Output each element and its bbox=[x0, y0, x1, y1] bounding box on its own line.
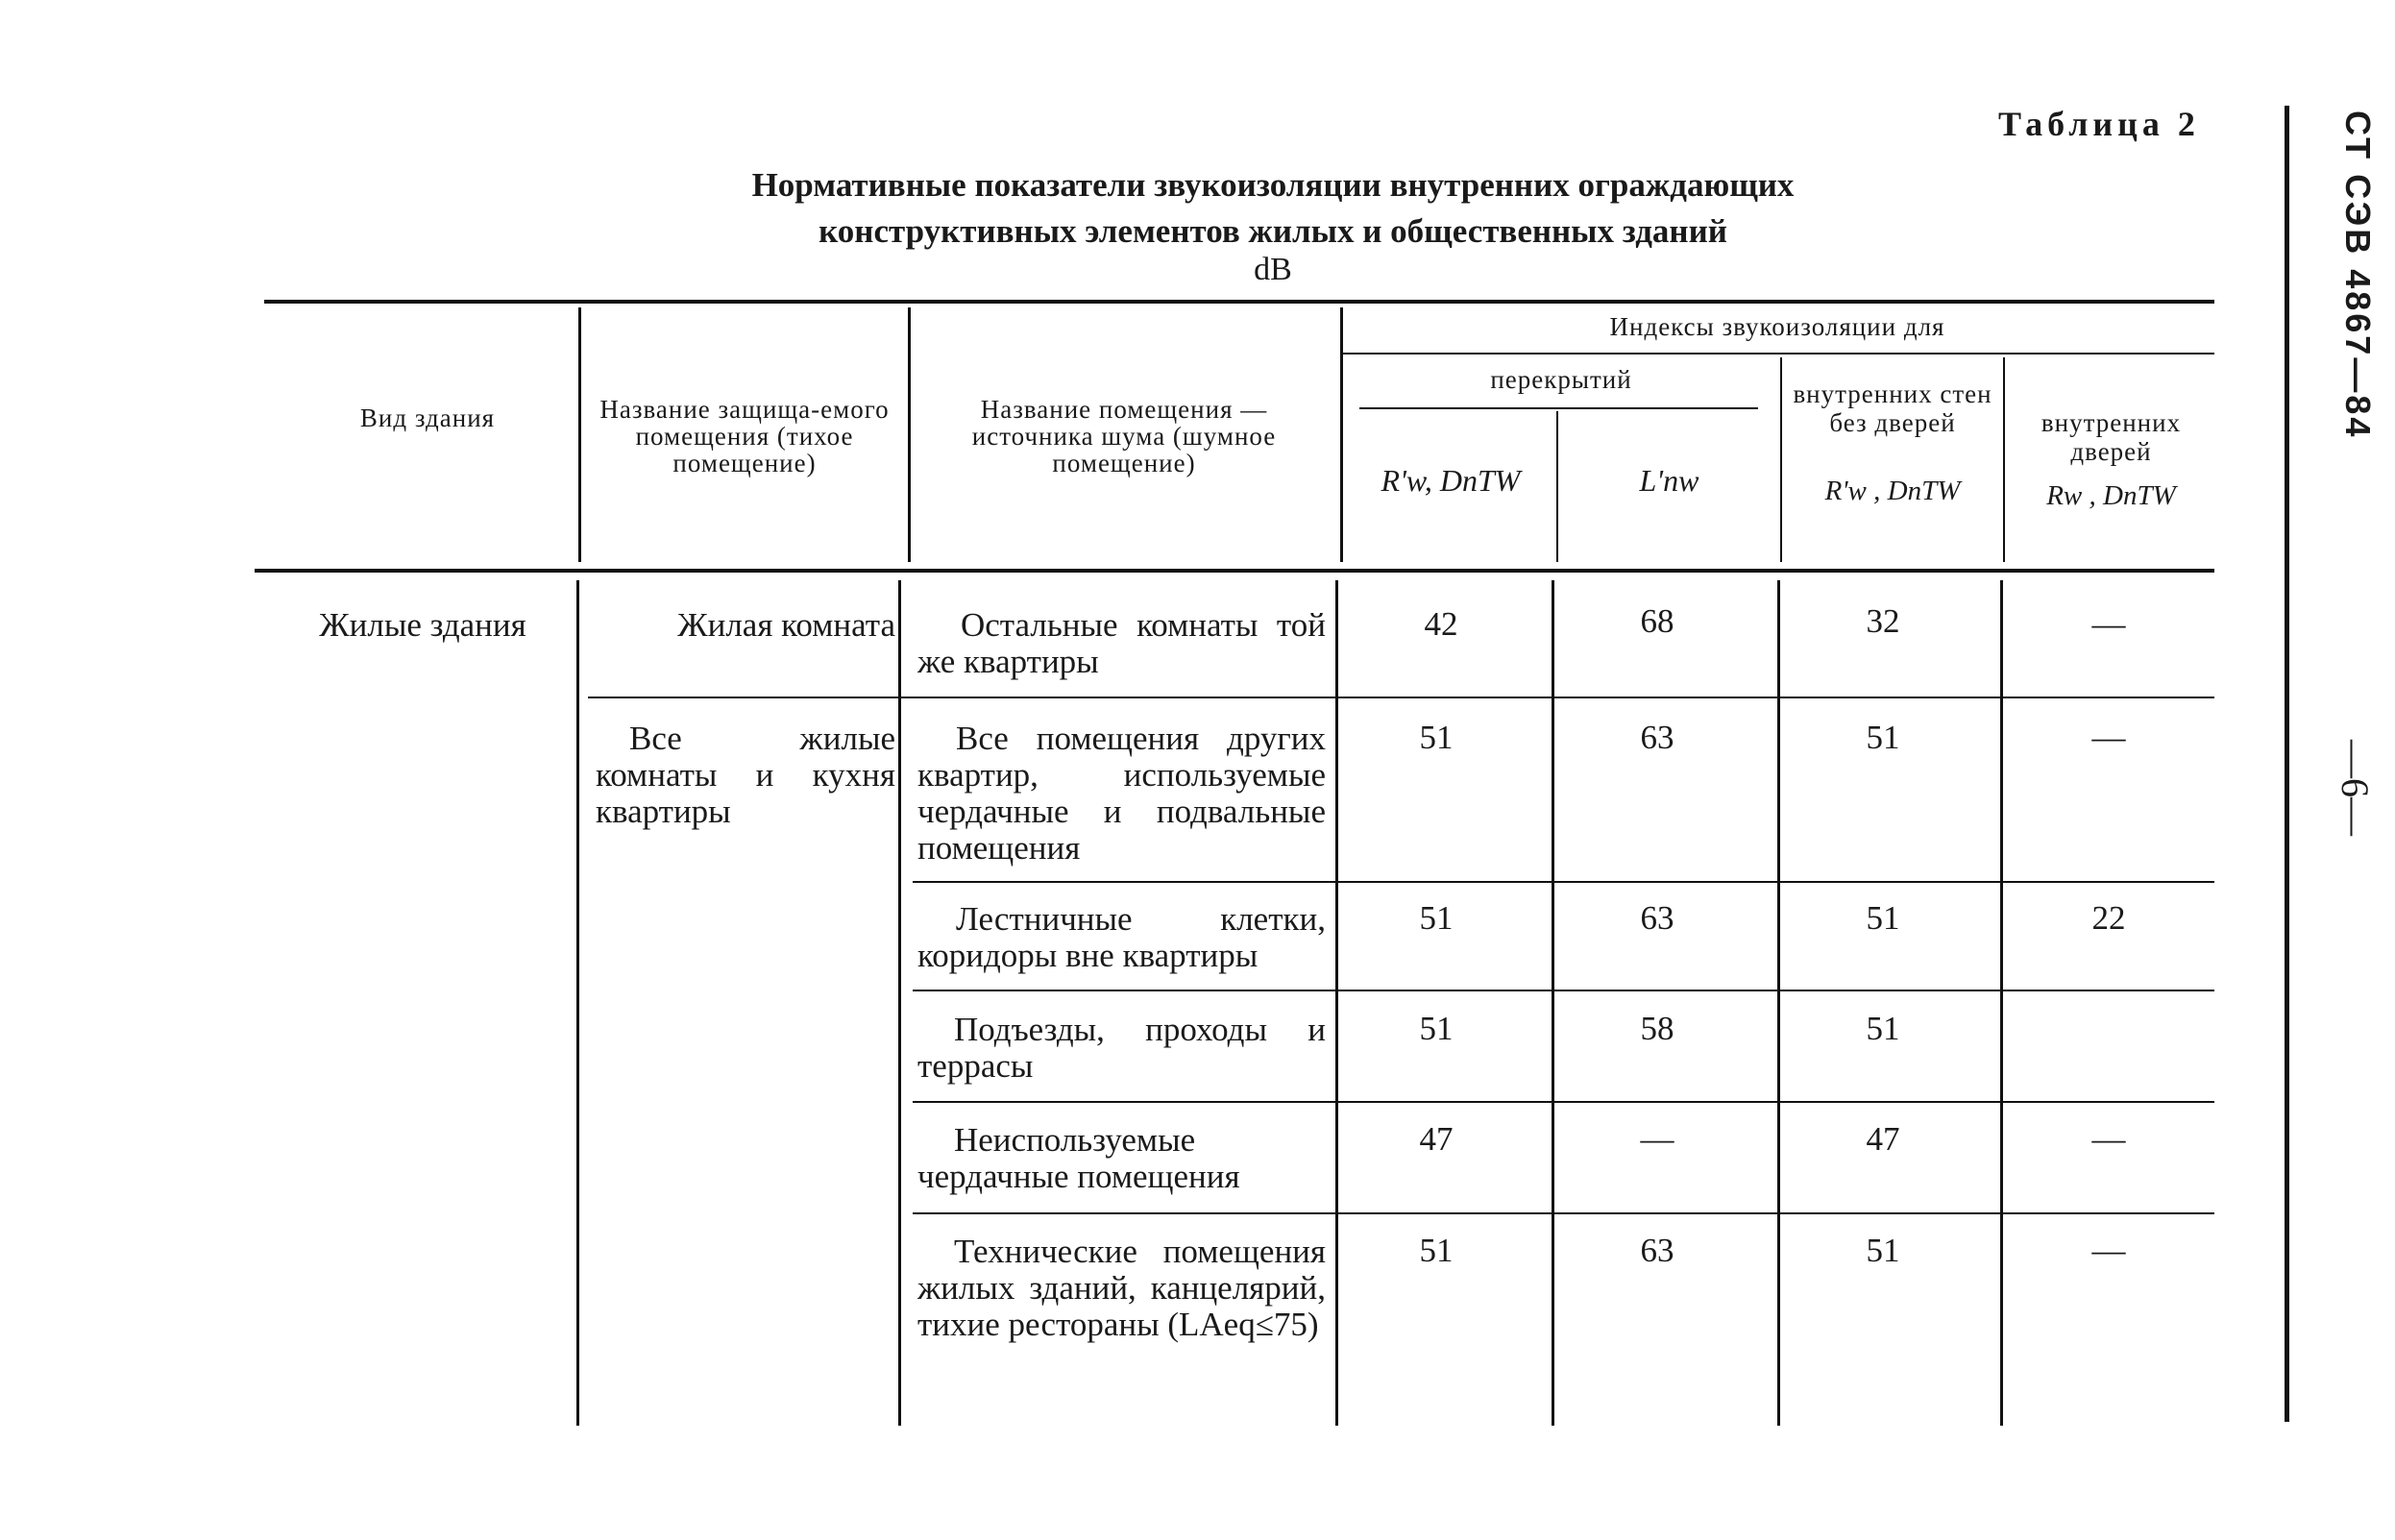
hdr-divider-1 bbox=[578, 307, 581, 562]
cell-value: 32 bbox=[1866, 602, 1900, 640]
cell-value: 47 bbox=[1419, 1120, 1454, 1158]
row-rule-4 bbox=[913, 1101, 2214, 1103]
cell-source-1: Остальные комнаты той же квартиры bbox=[917, 606, 1326, 680]
hdr-divider-5 bbox=[1780, 357, 1782, 562]
unit-label: dB bbox=[1254, 252, 1292, 287]
header-walls-symbol: R'w , DnTW bbox=[1824, 476, 1961, 506]
header-protected-room: Название защища-емого помещения (тихое помещение) bbox=[599, 395, 890, 477]
table-title-line2: конструктивных элементов жилых и общественных зданий bbox=[819, 212, 1727, 250]
cell-value: — bbox=[2091, 605, 2126, 643]
header-floors: перекрытий bbox=[1490, 365, 1632, 394]
cell-value: 58 bbox=[1640, 1010, 1674, 1047]
cell-value: 47 bbox=[1866, 1120, 1900, 1158]
cell-value: 51 bbox=[1866, 1010, 1900, 1047]
cell-value: 68 bbox=[1640, 602, 1674, 640]
cell-building-type: Жилые здания bbox=[319, 606, 526, 644]
row-rule-2 bbox=[913, 881, 2214, 883]
margin-rule bbox=[2285, 106, 2289, 1422]
header-floor-airborne: R'w, DnTW bbox=[1381, 463, 1521, 498]
cell-source-5: Неиспользуемые чердачные помещения bbox=[917, 1121, 1240, 1195]
header-doors: внутренних дверей bbox=[2041, 408, 2182, 466]
header-walls: внутренних стен без дверей bbox=[1793, 379, 1992, 437]
cell-source-2: Все помещения других квартир, используемые чердачные и подвальные помещения bbox=[917, 720, 1326, 867]
body-divider-6 bbox=[2000, 580, 2003, 1426]
cell-value: 51 bbox=[1866, 899, 1900, 937]
table-number: Таблица 2 bbox=[1998, 105, 2200, 143]
header-source-room: Название помещения — источника шума (шумное помещение) bbox=[971, 395, 1277, 477]
cell-value: 51 bbox=[1419, 1232, 1454, 1269]
cell-value: 22 bbox=[2091, 899, 2126, 937]
cell-value: — bbox=[1640, 1120, 1674, 1158]
cell-value: 63 bbox=[1640, 1232, 1674, 1269]
cell-value: 42 bbox=[1424, 605, 1458, 643]
table-top-rule bbox=[264, 300, 2214, 304]
cell-value: 51 bbox=[1419, 1010, 1454, 1047]
row-rule-1 bbox=[588, 697, 2214, 698]
cell-value: 51 bbox=[1419, 899, 1454, 937]
cell-protected-room-1: Жилая комната bbox=[677, 606, 895, 644]
subgroup-rule bbox=[1359, 407, 1758, 409]
cell-value: — bbox=[2091, 719, 2126, 756]
header-floor-impact: L'nw bbox=[1639, 463, 1699, 498]
header-index-group: Индексы звукоизоляции для bbox=[1609, 312, 1945, 341]
header-bottom-rule bbox=[255, 569, 2214, 573]
header-doors-symbol: Rw , DnTW bbox=[2046, 480, 2176, 511]
cell-value: 63 bbox=[1640, 899, 1674, 937]
cell-value: 51 bbox=[1866, 719, 1900, 756]
cell-value: 51 bbox=[1419, 719, 1454, 756]
body-divider-5 bbox=[1777, 580, 1780, 1426]
header-building-type: Вид здания bbox=[359, 403, 496, 432]
cell-source-4: Подъезды, проходы и террасы bbox=[917, 1011, 1326, 1085]
cell-value: 51 bbox=[1866, 1232, 1900, 1269]
body-divider-4 bbox=[1552, 580, 1554, 1426]
hdr-divider-6 bbox=[2003, 357, 2005, 562]
table-title-line1: Нормативные показатели звукоизоляции внутренних ограждающих bbox=[751, 166, 1795, 204]
cell-value: 63 bbox=[1640, 719, 1674, 756]
body-divider-1 bbox=[576, 580, 579, 1426]
row-rule-3 bbox=[913, 990, 2214, 991]
cell-source-6: Технические помещения жилых зданий, канцелярий, тихие рестораны (LAeq≤75) bbox=[917, 1233, 1326, 1343]
group-rule bbox=[1340, 353, 2214, 354]
body-divider-2 bbox=[898, 580, 901, 1426]
cell-source-3: Лестничные клетки, коридоры вне квартиры bbox=[917, 900, 1326, 974]
page-number: —6— bbox=[2334, 740, 2377, 836]
hdr-divider-2 bbox=[908, 307, 911, 562]
cell-value: — bbox=[2091, 1120, 2126, 1158]
body-divider-3 bbox=[1335, 580, 1338, 1426]
cell-value: — bbox=[2091, 1232, 2126, 1269]
cell-protected-room-2: Все жилые комнаты и кухня квартиры bbox=[596, 720, 895, 830]
hdr-divider-3 bbox=[1340, 307, 1343, 562]
row-rule-5 bbox=[913, 1212, 2214, 1214]
hdr-divider-4 bbox=[1556, 411, 1558, 562]
standard-designation: СТ СЭВ 4867—84 bbox=[2338, 110, 2378, 440]
